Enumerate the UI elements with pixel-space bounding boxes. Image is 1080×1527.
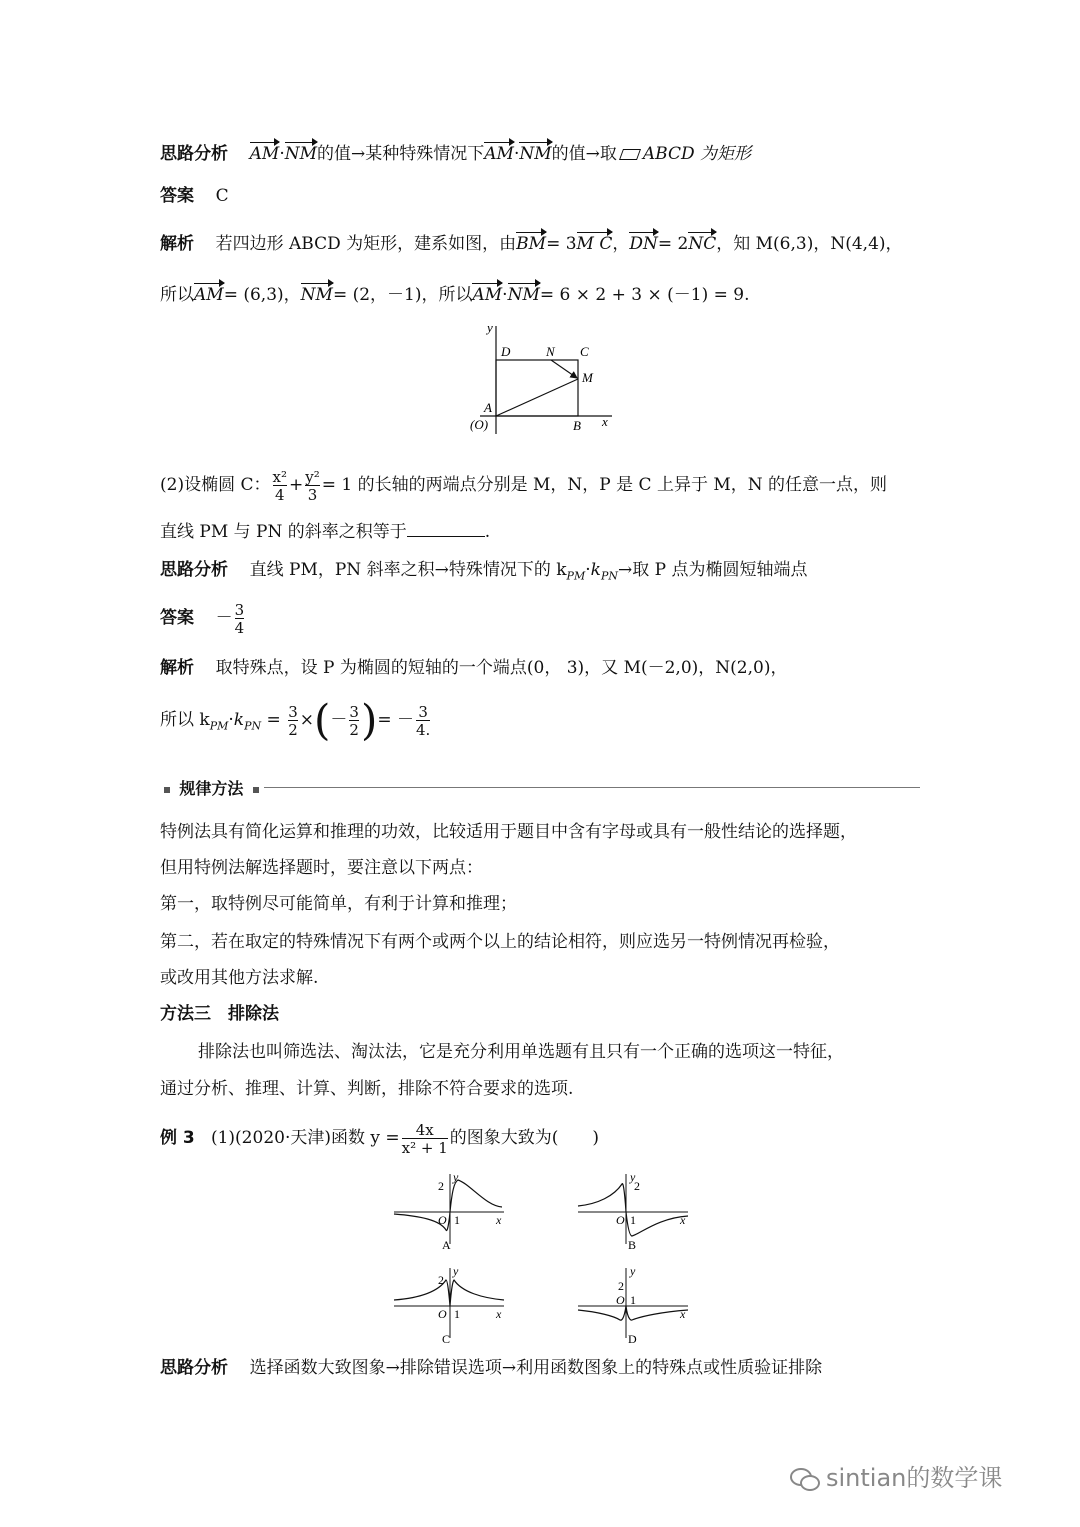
vector-nm-4: NM (507, 285, 540, 305)
graph-option-b (574, 1172, 694, 1252)
example3-label: 例 3 (160, 1128, 195, 1148)
vector-dn: DN (629, 234, 658, 254)
rule-heading: 规律方法 (179, 779, 244, 798)
label-o: O (616, 1293, 625, 1307)
rule-line-3: 第一，取特例尽可能简单，有利于计算和推理； (160, 894, 517, 914)
answer-label-2: 答案 (160, 608, 194, 628)
option-label-d: D (628, 1332, 637, 1346)
example3-text-b: 的图象大致为( ) (449, 1128, 600, 1148)
paren-left: ( (314, 695, 331, 745)
label-2: 2 (618, 1279, 624, 1293)
solution-2-line1: 取特殊点，设 P 为椭圆的短轴的一个端点(0， 3)，又 M(－2,0)，N(2,0)， (215, 658, 788, 678)
option-label-b: B (628, 1238, 637, 1252)
square-bullet-icon (164, 787, 170, 793)
vector-am-3: AM (194, 285, 224, 305)
label-2: 2 (438, 1179, 444, 1193)
label-o: O (438, 1307, 447, 1321)
fraction-4x (402, 1122, 448, 1156)
example3-text-a: (1)(2020·天津)函数 y = (210, 1128, 400, 1148)
wechat-icon (790, 1468, 820, 1490)
rule-heading-bar (160, 776, 920, 800)
solution-2-line2: 所以 k (160, 710, 210, 730)
label-y: y (453, 1172, 459, 1184)
eq-neg: = － (377, 710, 414, 730)
paren-right: ) (360, 695, 378, 745)
rectangle-abcd (496, 360, 578, 416)
eq-sign: = (266, 710, 281, 730)
method3-line-2: 通过分析、推理、计算、判断，排除不符合要求的选项. (160, 1079, 574, 1099)
fraction-3-2-b (349, 704, 359, 738)
times-sign: × (299, 710, 314, 730)
vector-nm-3: NM (300, 285, 333, 305)
label-x: x (680, 1307, 686, 1321)
watermark (790, 1458, 1002, 1493)
solution2-b: = (6,3)， (223, 285, 301, 305)
label-1: 1 (454, 1307, 460, 1321)
rule-divider (264, 787, 920, 788)
label-m: M (582, 370, 593, 385)
vector-am: AM (249, 144, 280, 164)
neg-sign: － (330, 710, 348, 730)
frac-den: 4 (234, 618, 245, 637)
method3-title: 方法三 排除法 (160, 1004, 279, 1024)
answer-sign: － (215, 608, 233, 628)
answer-blank (407, 522, 485, 537)
frac-num: y² (305, 467, 320, 486)
solution-label: 解析 (160, 234, 194, 254)
label-1: 1 (454, 1213, 460, 1227)
question-2-line-2 (160, 520, 490, 544)
vector-bm: BM (516, 234, 547, 254)
label-x: x (602, 414, 608, 429)
frac-den: x² + 1 (401, 1138, 448, 1157)
graph-option-a (390, 1172, 510, 1252)
analysis-text-2b: →取 P 点为椭圆短轴端点 (617, 560, 808, 580)
analysis-label-3: 思路分析 (160, 1358, 228, 1378)
solution2-d: = 6 × 2 + 3 × (－1) = 9. (539, 285, 750, 305)
answer-value: C (215, 186, 229, 206)
solution2-a: 所以 (160, 285, 194, 305)
solution-line-4: 所以 $k_{PM}\cdot k_{PN}$ = $\frac{3}{2}$ ×(－ $\frac{3}{2}$ )= － $\frac{3}{4.}$ (160, 695, 431, 745)
label-y: y (630, 1266, 636, 1278)
label-x: x (496, 1213, 502, 1227)
solution-line-1: 解析 若四边形 ABCD 为矩形，建系如图，由BM= 3M C，DN= 2NC，知 M(6,3)，N(4,4)， (160, 234, 903, 254)
solution-line-2: 所以AM= (6,3)，NM= (2，－1)，所以AM·NM= 6 × 2 + 3 × (－1) = 9. (160, 285, 750, 305)
fraction-3-4 (416, 704, 430, 738)
vector-nm: NM (284, 144, 318, 164)
label-2: 2 (438, 1273, 444, 1287)
eq-3: = 3 (546, 234, 577, 254)
curve-a (394, 1180, 502, 1230)
plus-sign: + (288, 475, 304, 495)
label-n: N (546, 344, 555, 359)
vector-am-4: AM (472, 285, 503, 305)
label-c: C (580, 344, 589, 359)
rectangle-diagram (466, 318, 616, 438)
frac-num: 3 (418, 702, 428, 721)
answer-line-2 (160, 598, 246, 638)
label-o: O (616, 1213, 625, 1227)
q2-text-b: = 1 的长轴的两端点分别是 M，N，P 是 C 上异于 M，N 的任意一点，则 (321, 475, 888, 495)
solution-text-a: 若四边形 ABCD 为矩形，建系如图，由 (215, 234, 517, 254)
analysis-text: 的值→某种特殊情况下 (317, 144, 485, 164)
parallelogram-icon (619, 149, 641, 160)
solution-text-b: ，知 M(6,3)，N(4,4)， (716, 234, 903, 254)
label-o: O (438, 1213, 447, 1227)
segment-nm (551, 360, 577, 378)
solution-label-2: 解析 (160, 658, 194, 678)
frac-num: x² (272, 467, 287, 486)
frac-num: 4x (415, 1120, 434, 1139)
sub-pn-2: PN (244, 719, 262, 733)
label-y: y (630, 1172, 636, 1184)
frac-den: 2 (349, 720, 359, 739)
q2-line2: 直线 PM 与 PN 的斜率之积等于 (160, 522, 407, 542)
label-o: (O) (470, 417, 489, 432)
graph-option-c (390, 1266, 510, 1346)
label-1: 1 (630, 1293, 636, 1307)
label-2: 2 (634, 1179, 640, 1193)
fraction-y2-3 (305, 469, 320, 503)
vector-nm-2: NM (519, 144, 552, 164)
solution2-c: = (2，－1)，所以 (332, 285, 473, 305)
curve-d (578, 1306, 688, 1320)
analysis-text-3: 选择函数大致图象→排除错误选项→利用函数图象上的特殊点或性质验证排除 (249, 1358, 823, 1378)
graph-option-d (574, 1266, 694, 1346)
sub-pm-2: PM (209, 719, 229, 733)
curve-c (394, 1280, 504, 1306)
analysis-text-2: 的值→取 (551, 144, 617, 164)
eq-2: = 2 (657, 234, 689, 254)
option-label-c: C (442, 1332, 451, 1346)
rule-line-4: 第二，若在取定的特殊情况下有两个或两个以上的结论相符，则应选另一特例情况再检验， (160, 932, 840, 952)
rule-line-2: 但用特例法解选择题时，要注意以下两点： (160, 858, 483, 878)
vector-nc: NC (688, 234, 717, 254)
label-b: B (573, 418, 581, 433)
label-1: 1 (630, 1213, 636, 1227)
analysis-line-3 (160, 1356, 822, 1380)
vector-am-2: AM (484, 144, 514, 164)
frac-den: 4. (415, 720, 431, 739)
analysis-line-1: 思路分析 AM·NM的值→某种特殊情况下AM·NM的值→取 ABCD 为矩形 (160, 144, 752, 164)
analysis-line-2: 思路分析 直线 PM，PN 斜率之积→特殊情况下的 $k_{PM}\cdot k_{PN}\to$取 P 点为椭圆短轴端点 (160, 560, 808, 583)
example3-line (160, 1118, 599, 1158)
solution-line-3 (160, 656, 787, 680)
rule-line-5: 或改用其他方法求解. (160, 968, 319, 988)
label-x: x (680, 1213, 686, 1227)
frac-num: 3 (349, 702, 359, 721)
analysis-label: 思路分析 (160, 144, 228, 164)
answer-label: 答案 (160, 186, 194, 206)
curve-b (578, 1184, 688, 1236)
rule-line-1: 特例法具有简化运算和推理的功效，比较适用于题目中含有字母或具有一般性结论的选择题， (160, 822, 857, 842)
frac-den: 4 (273, 485, 287, 503)
option-label-a: A (442, 1238, 451, 1252)
frac-num: 3 (234, 600, 245, 619)
label-y: y (453, 1266, 459, 1278)
fraction-x2-4 (273, 469, 287, 503)
method3-line-1: 排除法也叫筛选法、淘汰法，它是充分利用单选题有且只有一个正确的选项这一特征， (198, 1042, 844, 1062)
watermark-text: sintian的数学课 (826, 1464, 1003, 1492)
square-bullet-icon (253, 787, 259, 793)
frac-den: 3 (305, 485, 320, 503)
answer-fraction (235, 602, 245, 636)
analysis-label-2: 思路分析 (160, 560, 228, 580)
frac-den: 2 (288, 720, 298, 739)
label-y: y (487, 320, 493, 335)
answer-line-1 (160, 184, 229, 208)
q2-text-a: (2)设椭圆 C： (160, 475, 271, 495)
analysis-text-2a: 直线 PM，PN 斜率之积→特殊情况下的 k (249, 560, 567, 580)
sub-pm: PM (566, 569, 586, 583)
label-x: x (496, 1307, 502, 1321)
vector-mc: M C (576, 234, 613, 254)
fraction-3-2 (288, 704, 298, 738)
frac-num: 3 (288, 702, 298, 721)
q2-end: . (484, 522, 491, 542)
label-d: D (501, 344, 511, 359)
segment-am (496, 379, 578, 416)
analysis-tail: ABCD 为矩形 (642, 144, 752, 164)
question-2-line-1 (160, 468, 887, 503)
sub-pn: PN (600, 569, 618, 583)
label-a: A (484, 400, 492, 415)
